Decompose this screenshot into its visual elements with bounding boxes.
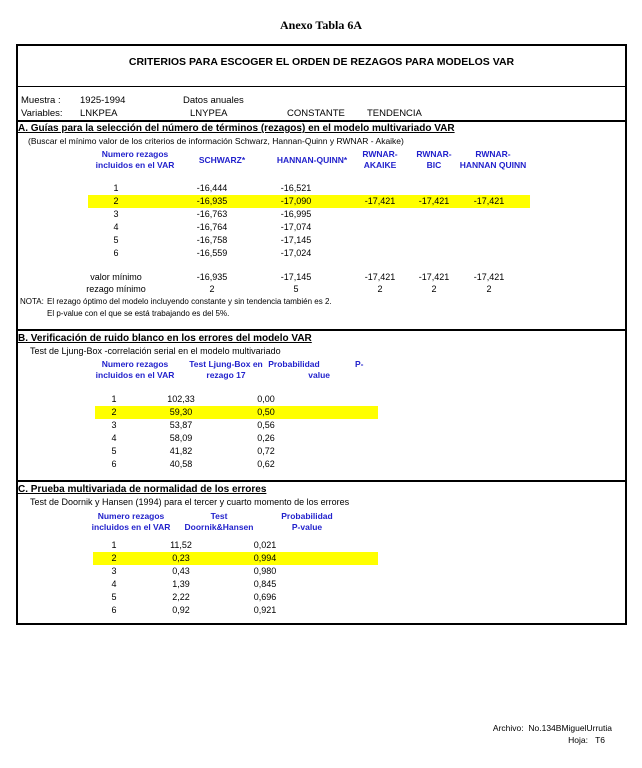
- p-value-cell: 0,00: [257, 394, 275, 404]
- p-value-cell: 0,72: [257, 446, 275, 456]
- variable-1: LNKPEA: [80, 108, 118, 119]
- doornik-hansen-cell: 2,22: [172, 592, 190, 602]
- column-header-line: RWNAR-: [475, 149, 511, 159]
- schwarz-cell: 2: [209, 284, 215, 294]
- column-header-line: rezago 17: [206, 370, 246, 380]
- lag-cell: 6: [113, 248, 119, 258]
- datos-note: Datos anuales: [183, 95, 244, 106]
- column-header-line: Doornik&Hansen: [184, 522, 254, 532]
- lag-cell: 2: [111, 407, 117, 417]
- lag-cell: 3: [111, 420, 117, 430]
- rwnar-hannan-quinn-cell: -17,421: [473, 272, 505, 282]
- p-value-cell: 0,696: [253, 592, 277, 602]
- lag-cell: rezago mínimo: [86, 284, 146, 294]
- doornik-hansen-cell: 0,23: [172, 553, 190, 563]
- rwnar-bic-cell: -17,421: [418, 272, 450, 282]
- column-header-line: Probabilidad: [268, 359, 320, 369]
- hannan-quinn-cell: 5: [293, 284, 299, 294]
- lag-cell: 4: [113, 222, 119, 232]
- p-value-cell: 0,845: [253, 579, 277, 589]
- column-header-line: Test Ljung-Box en: [189, 359, 263, 369]
- ljung-box-cell: 58,09: [169, 433, 193, 443]
- column-header-line: BIC: [426, 160, 442, 170]
- column-header-hannan-quinn: HANNAN-QUINN*: [276, 155, 348, 165]
- schwarz-cell: -16,559: [196, 248, 228, 258]
- rwnar-bic-cell: -17,421: [418, 196, 450, 206]
- lag-cell: 2: [113, 196, 119, 206]
- column-header-line: incluidos en el VAR: [95, 160, 175, 170]
- column-header-line: AKAIKE: [363, 160, 397, 170]
- section-a-subheading: (Buscar el mínimo valor de los criterios de información Schwarz, Hannan-Quinn y RWNAR - Akaike): [28, 136, 404, 146]
- schwarz-cell: -16,763: [196, 209, 228, 219]
- section-b-subheading: Test de Ljung-Box -correlación serial en el modelo multivariado: [30, 346, 281, 356]
- nota-line-2: El p-value con el que se está trabajando es del 5%.: [47, 309, 230, 318]
- hannan-quinn-cell: -16,521: [280, 183, 312, 193]
- column-header-p-fragment: P-: [355, 359, 364, 369]
- hannan-quinn-cell: -17,145: [280, 235, 312, 245]
- variable-4: TENDENCIA: [367, 108, 422, 119]
- ljung-box-cell: 41,82: [169, 446, 193, 456]
- nota-label: NOTA:: [20, 297, 44, 306]
- rwnar-akaike-cell: 2: [377, 284, 383, 294]
- section-a-heading: A. Guías para la selección del número de términos (rezagos) en el modelo multivariado VAR: [18, 123, 455, 134]
- doornik-hansen-cell: 0,92: [172, 605, 190, 615]
- column-header-line: P-value: [291, 522, 323, 532]
- column-header-line: incluidos en el VAR: [91, 522, 171, 532]
- p-value-cell: 0,26: [257, 433, 275, 443]
- p-value-cell: 0,980: [253, 566, 277, 576]
- lag-cell: 1: [111, 540, 117, 550]
- p-value-cell: 0,50: [257, 407, 275, 417]
- hoja-label: Hoja:: [568, 735, 588, 745]
- doornik-hansen-cell: 0,43: [172, 566, 190, 576]
- lag-cell: 2: [111, 553, 117, 563]
- lag-cell: 6: [111, 605, 117, 615]
- hannan-quinn-cell: -17,074: [280, 222, 312, 232]
- hannan-quinn-cell: -16,995: [280, 209, 312, 219]
- p-value-cell: 0,021: [253, 540, 277, 550]
- section-c-subheading: Test de Doornik y Hansen (1994) para el tercer y cuarto momento de los errores: [30, 497, 350, 507]
- column-header-schwarz: SCHWARZ*: [198, 155, 246, 165]
- p-value-cell: 0,62: [257, 459, 275, 469]
- lag-cell: 3: [111, 566, 117, 576]
- muestra-value: 1925-1994: [80, 95, 126, 106]
- ljung-box-cell: 59,30: [169, 407, 193, 417]
- hannan-quinn-cell: -17,024: [280, 248, 312, 258]
- column-header-line: RWNAR-: [416, 149, 452, 159]
- variable-2: LNYPEA: [190, 108, 228, 119]
- schwarz-cell: -16,935: [196, 196, 228, 206]
- lag-cell: valor mínimo: [90, 272, 142, 282]
- section-b-heading: B. Verificación de ruido blanco en los errores del modelo VAR: [18, 333, 312, 344]
- column-header-line: Test: [210, 511, 228, 521]
- footer-hoja: [568, 735, 605, 745]
- rwnar-hannan-quinn-cell: 2: [486, 284, 492, 294]
- p-value-cell: 0,921: [253, 605, 277, 615]
- page-title: Anexo Tabla 6A: [279, 18, 363, 32]
- column-header-line: Numero rezagos: [101, 359, 169, 369]
- lag-cell: 4: [111, 433, 117, 443]
- section-c-heading: C. Prueba multivariada de normalidad de los errores: [18, 484, 267, 495]
- ljung-box-cell: 53,87: [169, 420, 193, 430]
- schwarz-cell: -16,764: [196, 222, 228, 232]
- hoja-value: T6: [595, 735, 605, 745]
- rwnar-akaike-cell: -17,421: [364, 196, 396, 206]
- p-value-cell: 0,56: [257, 420, 275, 430]
- lag-cell: 5: [111, 446, 117, 456]
- variable-3: CONSTANTE: [287, 108, 345, 119]
- column-header-line: Numero rezagos: [97, 511, 165, 521]
- column-header-line: Probabilidad: [281, 511, 333, 521]
- schwarz-cell: -16,935: [196, 272, 228, 282]
- column-header-line: RWNAR-: [362, 149, 398, 159]
- schwarz-cell: -16,758: [196, 235, 228, 245]
- column-header-line: Numero rezagos: [101, 149, 169, 159]
- lag-cell: 1: [111, 394, 117, 404]
- lag-cell: 6: [111, 459, 117, 469]
- column-header-line: value: [308, 370, 330, 380]
- rwnar-akaike-cell: -17,421: [364, 272, 396, 282]
- variables-label: Variables:: [21, 108, 63, 119]
- schwarz-cell: -16,444: [196, 183, 228, 193]
- ljung-box-cell: 40,58: [169, 459, 193, 469]
- archivo-label: Archivo:: [492, 723, 524, 733]
- footer-archivo: [493, 723, 612, 733]
- hannan-quinn-cell: -17,145: [280, 272, 312, 282]
- lag-cell: 5: [113, 235, 119, 245]
- lag-cell: 4: [111, 579, 117, 589]
- table-title: CRITERIOS PARA ESCOGER EL ORDEN DE REZAGOS PARA MODELOS VAR: [128, 56, 515, 68]
- nota-line-1: El rezago óptimo del modelo incluyendo constante y sin tendencia también es 2.: [47, 297, 332, 306]
- rwnar-bic-cell: 2: [431, 284, 437, 294]
- lag-cell: 1: [113, 183, 119, 193]
- doornik-hansen-cell: 11,52: [170, 540, 192, 550]
- ljung-box-cell: 102,33: [167, 394, 195, 404]
- column-header-line: HANNAN QUINN: [459, 160, 527, 170]
- p-value-cell: 0,994: [253, 553, 277, 563]
- hannan-quinn-cell: -17,090: [280, 196, 312, 206]
- lag-cell: 5: [111, 592, 117, 602]
- archivo-value: No.134BMiguelUrrutia: [528, 723, 612, 733]
- doornik-hansen-cell: 1,39: [172, 579, 190, 589]
- rwnar-hannan-quinn-cell: -17,421: [473, 196, 505, 206]
- column-header-line: incluidos en el VAR: [95, 370, 175, 380]
- muestra-label: Muestra :: [21, 95, 61, 106]
- lag-cell: 3: [113, 209, 119, 219]
